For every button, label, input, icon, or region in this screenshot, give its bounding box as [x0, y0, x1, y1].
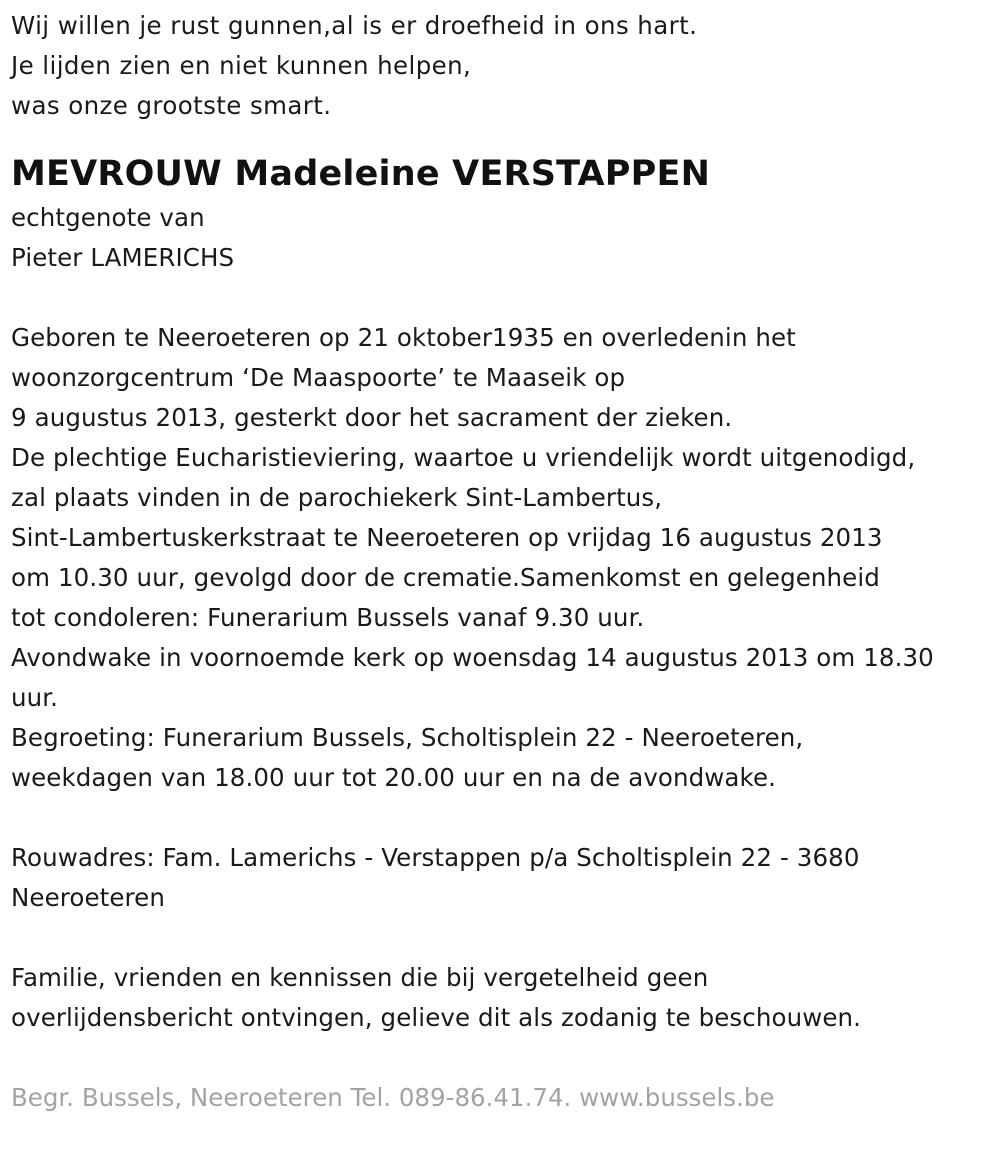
announcement-block — [11, 318, 990, 798]
spacer — [11, 278, 990, 318]
poem-block — [11, 6, 990, 126]
address-block — [11, 838, 990, 918]
announcement-line: Avondwake in voornoemde kerk op woensdag 14 augustus 2013 om 18.30 — [11, 643, 934, 672]
announcement-line: tot condoleren: Funerarium Bussels vanaf 9.30 uur. — [11, 603, 645, 632]
announcement-line: Geboren te Neeroeteren op 21 oktober1935 en overledenin het — [11, 323, 796, 352]
poem-line: Je lijden zien en niet kunnen helpen, — [11, 51, 472, 80]
relation-line: echtgenote van — [11, 203, 205, 232]
spacer — [11, 798, 990, 838]
announcement-line: Sint-Lambertuskerkstraat te Neeroeteren op vrijdag 16 augustus 2013 — [11, 523, 883, 552]
poem-line: Wij willen je rust gunnen,al is er droefheid in ons hart. — [11, 11, 698, 40]
deceased-name: MEVROUW Madeleine VERSTAPPEN — [11, 154, 711, 194]
announcement-line: uur. — [11, 683, 59, 712]
announcement-line: De plechtige Eucharistieviering, waartoe u vriendelijk wordt uitgenodigd, — [11, 443, 916, 472]
spacer — [11, 126, 990, 150]
notice-block — [11, 958, 990, 1038]
funeral-home-footer: Begr. Bussels, Neeroeteren Tel. 089-86.41.74. www.bussels.be — [11, 1083, 775, 1112]
relation-line: Pieter LAMERICHS — [11, 243, 235, 272]
announcement-line: om 10.30 uur, gevolgd door de crematie.Samenkomst en gelegenheid — [11, 563, 880, 592]
announcement-line: 9 augustus 2013, gesterkt door het sacrament der zieken. — [11, 403, 733, 432]
address-line: Rouwadres: Fam. Lamerichs - Verstappen p/a Scholtisplein 22 - 3680 — [11, 843, 860, 872]
notice-line: Familie, vrienden en kennissen die bij vergetelheid geen — [11, 963, 709, 992]
announcement-line: woonzorgcentrum ‘De Maaspoorte’ te Maaseik op — [11, 363, 626, 392]
announcement-line: weekdagen van 18.00 uur tot 20.00 uur en na de avondwake. — [11, 763, 777, 792]
spacer — [11, 918, 990, 958]
poem-line: was onze grootste smart. — [11, 91, 332, 120]
relation-block — [11, 198, 990, 278]
announcement-line: zal plaats vinden in de parochiekerk Sint-Lambertus, — [11, 483, 663, 512]
address-line: Neeroeteren — [11, 883, 165, 912]
spacer — [11, 1038, 990, 1078]
notice-line: overlijdensbericht ontvingen, gelieve dit als zodanig te beschouwen. — [11, 1003, 862, 1032]
announcement-line: Begroeting: Funerarium Bussels, Scholtisplein 22 - Neeroeteren, — [11, 723, 804, 752]
